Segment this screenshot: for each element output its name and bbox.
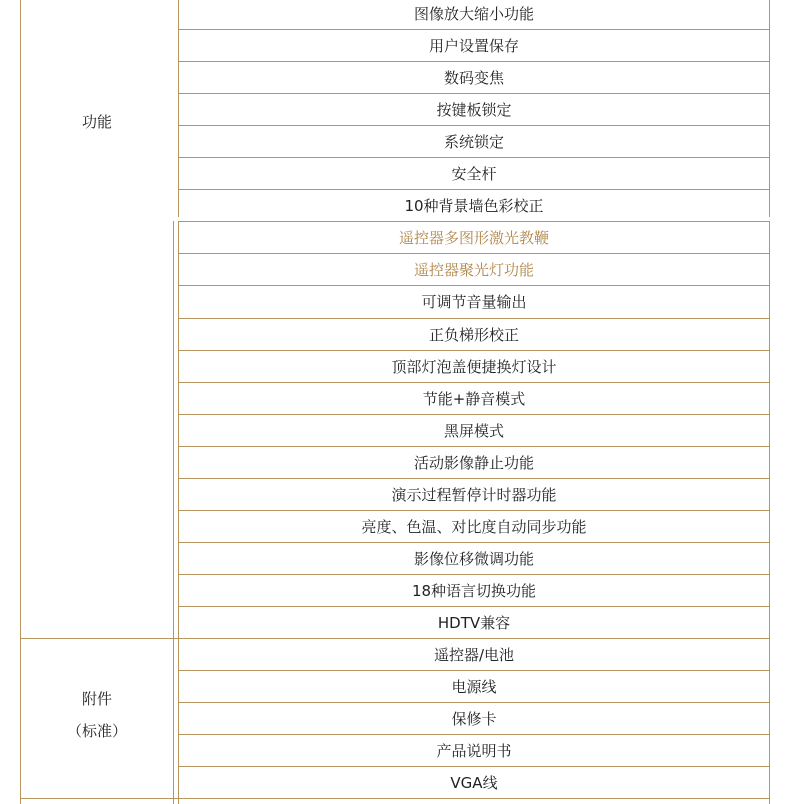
accessory-cell: VGA线 <box>450 773 498 792</box>
row-divider <box>178 670 770 671</box>
category-accessories-sublabel: （标准） <box>66 722 127 740</box>
feature-cell: 图像放大缩小功能 <box>413 4 534 23</box>
row-divider <box>178 93 770 94</box>
category-divider <box>20 798 178 799</box>
row-divider <box>178 542 770 543</box>
row-divider <box>178 29 770 30</box>
inner-divider-double <box>173 221 174 804</box>
feature-cell: 18种语言切换功能 <box>411 581 537 600</box>
row-divider <box>178 125 770 126</box>
feature-cell: 数码变焦 <box>443 68 504 87</box>
row-divider <box>178 157 770 158</box>
table-right-border-top <box>769 0 770 217</box>
feature-cell: 系统锁定 <box>443 132 504 151</box>
row-divider <box>178 510 770 511</box>
feature-cell: 遥控器多图形激光教鞭 <box>398 228 549 247</box>
category-accessories-label: 附件 <box>81 690 112 708</box>
feature-cell: 可调节音量输出 <box>421 292 527 311</box>
feature-cell: 按键板锁定 <box>436 100 512 119</box>
row-divider <box>178 638 770 639</box>
accessory-cell: 产品说明书 <box>436 741 512 760</box>
row-divider <box>178 285 770 286</box>
feature-cell: 节能+静音模式 <box>422 389 526 408</box>
row-divider <box>178 478 770 479</box>
table-right-border <box>769 221 770 804</box>
row-divider <box>178 221 770 222</box>
row-divider <box>178 382 770 383</box>
row-divider <box>178 734 770 735</box>
category-function-label: 功能 <box>81 113 112 131</box>
row-divider <box>178 253 770 254</box>
table-left-border <box>20 0 21 804</box>
feature-cell: 演示过程暂停计时器功能 <box>391 485 557 504</box>
row-divider <box>178 606 770 607</box>
row-divider <box>178 414 770 415</box>
inner-divider <box>178 221 179 804</box>
feature-cell: 遥控器聚光灯功能 <box>413 260 534 279</box>
row-divider <box>178 318 770 319</box>
row-divider <box>178 61 770 62</box>
feature-cell: 亮度、色温、对比度自动同步功能 <box>361 517 587 536</box>
feature-cell: 活动影像静止功能 <box>413 453 534 472</box>
row-divider <box>178 350 770 351</box>
feature-cell: 正负梯形校正 <box>428 325 519 344</box>
feature-cell: 顶部灯泡盖便捷换灯设计 <box>391 357 557 376</box>
row-divider <box>178 766 770 767</box>
inner-divider-top <box>178 0 179 217</box>
feature-cell: HDTV兼容 <box>437 613 511 632</box>
row-divider <box>178 574 770 575</box>
category-divider <box>20 638 178 639</box>
accessory-cell: 电源线 <box>451 677 497 696</box>
feature-cell: 黑屏模式 <box>443 421 504 440</box>
feature-cell: 10种背景墙色彩校正 <box>404 196 544 215</box>
feature-cell: 影像位移微调功能 <box>413 549 534 568</box>
row-divider <box>178 702 770 703</box>
row-divider <box>178 446 770 447</box>
feature-cell: 用户设置保存 <box>428 36 519 55</box>
accessory-cell: 保修卡 <box>451 709 497 728</box>
feature-cell: 安全杆 <box>451 164 497 183</box>
accessory-cell: 遥控器/电池 <box>433 645 515 664</box>
row-divider <box>178 189 770 190</box>
row-divider <box>178 798 770 799</box>
